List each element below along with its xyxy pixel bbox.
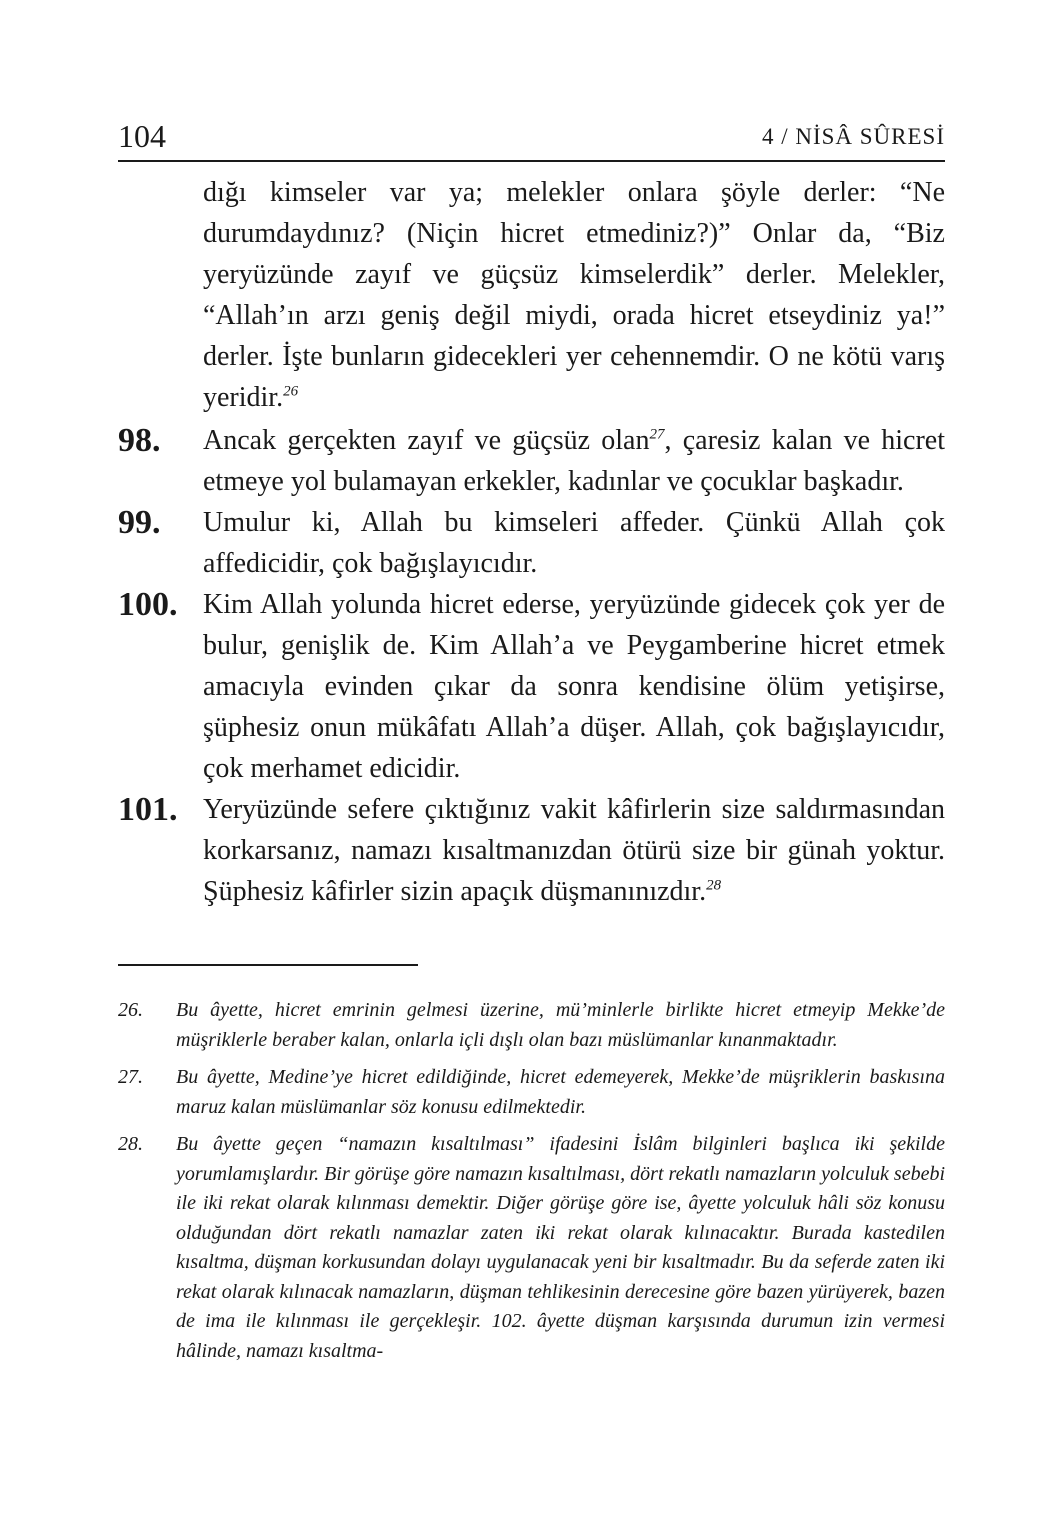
footnote-text: Bu âyette, Medine’ye hicret edildiğinde, hicret edemeyerek, Mekke’de müşriklerin baskısına maruz kalan müslümanlar söz konusu edilmektedir. <box>176 1066 945 1118</box>
footnote-list <box>118 996 945 1374</box>
footnote-text: Bu âyette, hicret emrinin gelmesi üzerine, mü’minlerle birlikte hicret etmeyip Mekke’de müşriklerle beraber kalan, onlarla içli dışlı olan bazı müslümanlar kınanmaktadır. <box>176 999 945 1051</box>
verse-list <box>118 172 945 912</box>
verse-100 <box>118 584 945 789</box>
verse-text: Yeryüzünde sefere çıktığınız vakit kâfirlerin size saldırmasından korkarsanız, namazı kısaltmanızdan ötürü size bir günah yoktur. Şüphesiz kâfirler sizin apaçık düşmanınızdır.$^{28}$ <box>203 794 945 907</box>
footnote-27 <box>118 1063 945 1122</box>
footnote-divider <box>118 964 418 966</box>
footnote-text: Bu âyette geçen “namazın kısaltılması” ifadesini İslâm bilginleri başlıca iki şekilde yorumlamışlardır. Bir görüşe göre namazın kısaltılması, dört rekatlı namazların yolculuk sebebi ile iki rekat olarak kılınması demektir. Diğer görüşe göre ise, âyette yolculuk hâli söz konusu olduğundan dört rekatlı namazlar zaten iki rekat olarak kılınacaktır. Burada kastedilen kısaltma, düşman korkusundan dolayı uygulanacak yeni bir kısaltmadır. Bu da seferde zaten iki rekat olarak kılınacak namazların, düşman tehlikesinin derecesine göre bazen yürüyerek, bazen de ima ile kılınması ile gerçekleşir. 102. âyette düşman karşısında durumun izin vermesi hâlinde, namazı kısaltma- <box>176 1133 945 1362</box>
verse-continuation <box>118 172 945 418</box>
verse-text: Ancak gerçekten zayıf ve güçsüz olan$^{27}$, çaresiz kalan ve hicret etmeye yol bulamayan erkekler, kadınlar ve çocuklar başkadır. <box>203 425 945 497</box>
footnote-number: 27. <box>118 1066 143 1088</box>
footnote-number: 28. <box>118 1133 143 1155</box>
footnote-26 <box>118 996 945 1055</box>
footnote-28 <box>118 1130 945 1366</box>
running-title: 4 / NİSÂ SÛRESİ <box>761 124 945 149</box>
verse-number: 99. <box>118 504 161 541</box>
verse-text: Kim Allah yolunda hicret ederse, yeryüzünde gidecek çok yer de bulur, genişlik de. Kim Allah’a ve Peygamberine hicret etmek amacıyla evinden çıkar da sonra kendisine ölüm yetişirse, şüphesiz onun mükâfatı Allah’a düşer. Allah, çok bağışlayıcıdır, çok merhamet edicidir. <box>203 589 945 784</box>
verse-number: 98. <box>118 422 161 459</box>
page-number: 104 <box>118 118 166 154</box>
footnote-ref: 26 <box>283 383 299 400</box>
verse-101 <box>118 789 945 912</box>
verse-number: 100. <box>118 586 178 623</box>
verse-number: 101. <box>118 791 178 828</box>
footnote-ref: 28 <box>706 877 722 894</box>
verse-text: dığı kimseler var ya; melekler onlara şöyle derler: “Ne durumdaydınız? (Niçin hicret etmediniz?)” Onlar da, “Biz yeryüzünde zayıf ve güçsüz kimselerdik” derler. Melekler, “Allah’ın arzı geniş değil miydi, orada hicret etseydiniz ya!” derler. İşte bunların gidecekleri yer cehennemdir. O ne kötü varış yeridir.$^{26}$ <box>203 177 945 413</box>
verse-99 <box>118 502 945 584</box>
verse-text: Umulur ki, Allah bu kimseleri affeder. Çünkü Allah çok affedicidir, çok bağışlayıcıdır. <box>203 507 945 579</box>
footnote-ref: 27 <box>649 426 665 443</box>
page-header <box>118 116 945 162</box>
footnote-number: 26. <box>118 999 143 1021</box>
verse-98 <box>118 420 945 502</box>
